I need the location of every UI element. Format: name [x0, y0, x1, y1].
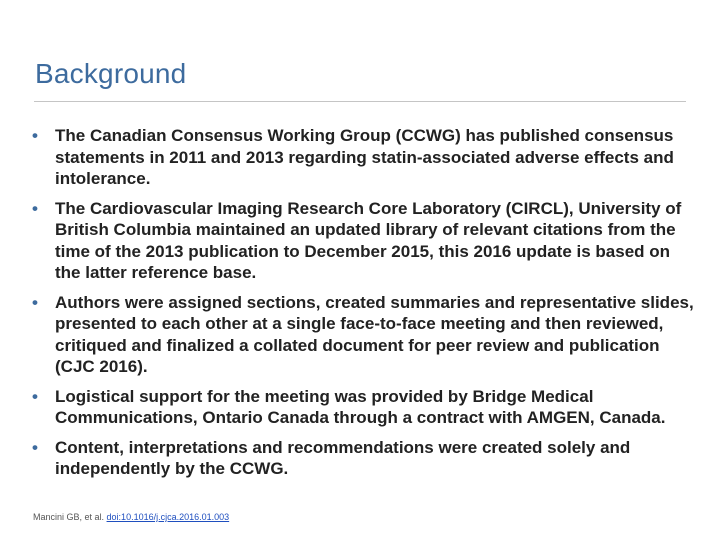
bullet-text: The Cardiovascular Imaging Research Core Laboratory (CIRCL), University of British Columbia maintained an updated library of relevant citations from the time of the 2013 publication to December 2015, this 2016 update is based on the latter reference base.: [55, 198, 682, 282]
bullet-marker-icon: •: [32, 437, 38, 457]
title-divider: [34, 101, 686, 102]
bullet-marker-icon: •: [32, 126, 38, 145]
bullet-text: The Canadian Consensus Working Group (CCWG) has published consensus statements in 2011 and 2013 regarding statin-associated adverse effects and intolerance.: [55, 126, 674, 188]
doi-link[interactable]: doi:10.1016/j.cjca.2016.01.003: [106, 512, 230, 522]
bullet-marker-icon: •: [32, 198, 38, 218]
slide-title: Background: [35, 58, 187, 89]
bullet-marker-icon: •: [32, 292, 38, 312]
bullet-list: [32, 125, 697, 488]
bullet-text: Content, interpretations and recommendations were created solely and independently by the CCWG.: [55, 437, 631, 478]
footer-citation: [33, 512, 229, 522]
bullet-item: [32, 292, 697, 378]
bullet-text: Authors were assigned sections, created summaries and representative slides, presented to each other at a single face-to-face meeting and then reviewed, critiqued and finalized a collated document for peer review and publication (CJC 2016).: [55, 292, 694, 376]
bullet-item: [32, 437, 697, 480]
bullet-text: Logistical support for the meeting was provided by Bridge Medical Communications, Ontario Canada through a contract with AMGEN, Canada.: [55, 386, 666, 427]
bullet-item: [32, 386, 697, 429]
bullet-marker-icon: •: [32, 386, 38, 406]
bullet-item: [32, 125, 697, 190]
citation-text: Mancini GB, et al.: [33, 512, 105, 522]
bullet-item: [32, 198, 697, 284]
